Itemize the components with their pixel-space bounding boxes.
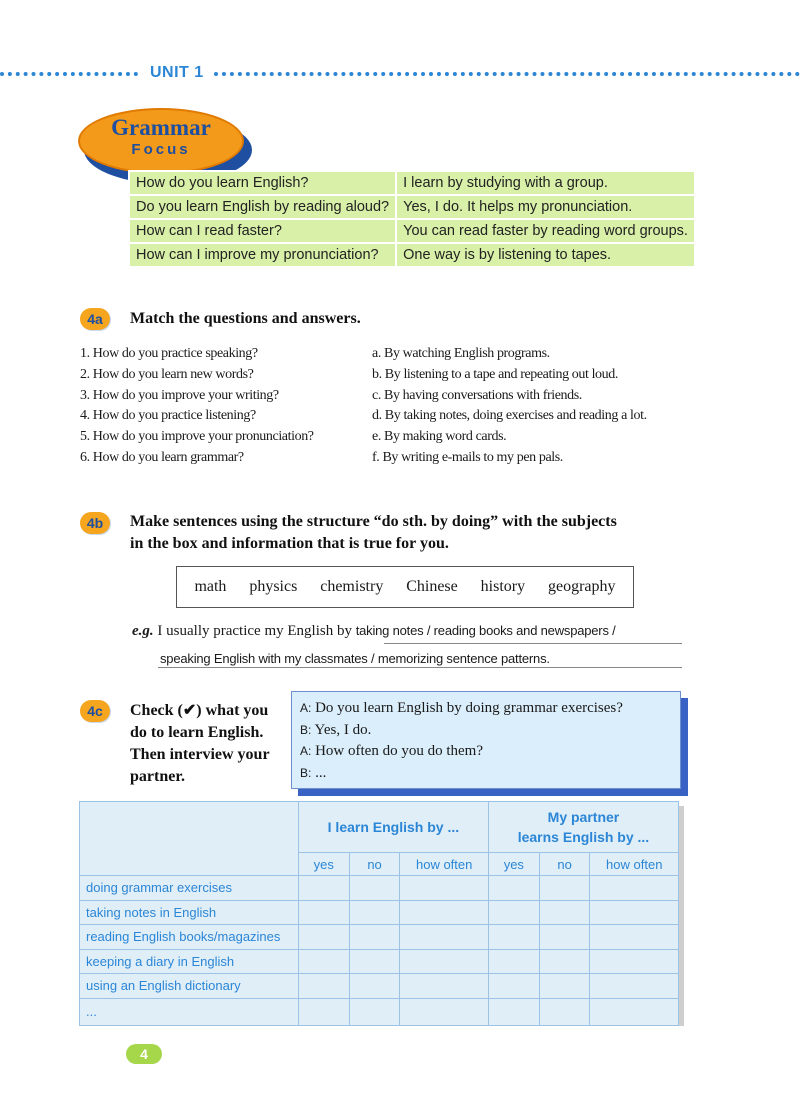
grammar-focus-badge bbox=[78, 108, 244, 174]
answer-cell[interactable] bbox=[298, 925, 349, 950]
answer-cell[interactable] bbox=[298, 876, 349, 901]
grammar-question: How do you learn English? bbox=[129, 171, 396, 195]
table-row bbox=[80, 949, 679, 974]
example-sentence bbox=[132, 623, 616, 640]
table-row bbox=[80, 974, 679, 999]
answer-cell[interactable] bbox=[488, 925, 539, 950]
table-header-row bbox=[80, 802, 679, 853]
section-4c-instruction bbox=[130, 700, 270, 788]
dialog-line bbox=[300, 741, 680, 763]
row-label: doing grammar exercises bbox=[80, 876, 299, 901]
section-4a-badge: 4a bbox=[80, 308, 110, 330]
questions-list bbox=[80, 344, 314, 469]
answer-line bbox=[384, 643, 682, 644]
answer-cell[interactable] bbox=[400, 876, 489, 901]
answer-cell[interactable] bbox=[298, 900, 349, 925]
answer-cell[interactable] bbox=[539, 925, 590, 950]
dialog-line bbox=[300, 698, 680, 720]
answer-cell[interactable] bbox=[488, 949, 539, 974]
grammar-question: How can I improve my pronunciation? bbox=[129, 243, 396, 267]
speaker-label: B: bbox=[300, 722, 312, 737]
dialog-text: Do you learn English by doing grammar exercises? bbox=[315, 700, 623, 716]
answer-cell[interactable] bbox=[400, 974, 489, 999]
list-item: 6. How do you learn grammar? bbox=[80, 449, 244, 465]
grammar-answer: Yes, I do. It helps my pronunciation. bbox=[396, 195, 695, 219]
instruction-line: in the box and information that is true for you. bbox=[130, 535, 449, 552]
list-item: c. By having conversations with friends. bbox=[372, 387, 582, 403]
list-item: a. By watching English programs. bbox=[372, 346, 550, 361]
list-item: 1. How do you practice speaking? bbox=[80, 346, 258, 361]
page-number: 4 bbox=[126, 1044, 162, 1064]
example-handwritten-1: taking notes / reading books and newspapers / bbox=[355, 623, 616, 638]
instruction-line: do to learn English. bbox=[130, 724, 264, 741]
answer-cell[interactable] bbox=[400, 949, 489, 974]
answer-cell[interactable] bbox=[590, 876, 679, 901]
answer-cell[interactable] bbox=[539, 949, 590, 974]
answer-cell[interactable] bbox=[539, 876, 590, 901]
list-item: 4. How do you practice listening? bbox=[80, 408, 256, 424]
section-4b-instruction bbox=[130, 511, 617, 555]
dialog-line bbox=[300, 763, 680, 785]
table-row bbox=[80, 925, 679, 950]
header-i-learn: I learn English by ... bbox=[298, 802, 488, 853]
header-dotted-rule-right bbox=[214, 72, 800, 82]
speaker-label: A: bbox=[300, 701, 312, 715]
table-row bbox=[129, 171, 695, 195]
answer-cell[interactable] bbox=[349, 949, 400, 974]
answer-cell[interactable] bbox=[488, 974, 539, 999]
table-row bbox=[129, 219, 695, 243]
grammar-answer: I learn by studying with a group. bbox=[396, 171, 695, 195]
example-handwritten-2: speaking English with my classmates / memorizing sentence patterns. bbox=[160, 651, 550, 666]
instruction-line: Check (✔) what you bbox=[130, 702, 269, 719]
section-4c-badge: 4c bbox=[80, 700, 110, 722]
section-4a-instruction: Match the questions and answers. bbox=[130, 310, 361, 327]
list-item: f. By writing e-mails to my pen pals. bbox=[372, 449, 563, 465]
answer-cell[interactable] bbox=[349, 876, 400, 901]
grammar-question: Do you learn English by reading aloud? bbox=[129, 195, 396, 219]
table-row bbox=[80, 998, 679, 1025]
example-text: I usually practice my English by bbox=[157, 623, 352, 639]
subject-word: Chinese bbox=[406, 578, 458, 595]
list-item: e. By making word cards. bbox=[372, 429, 507, 445]
answer-cell[interactable] bbox=[539, 998, 590, 1025]
subheader-no: no bbox=[349, 853, 400, 876]
answer-cell[interactable] bbox=[488, 876, 539, 901]
dialog-text: Yes, I do. bbox=[314, 721, 372, 738]
answer-cell[interactable] bbox=[590, 974, 679, 999]
header-line: My partner bbox=[547, 809, 620, 825]
answer-cell[interactable] bbox=[539, 900, 590, 925]
row-label: ... bbox=[80, 998, 299, 1025]
speaker-label: A: bbox=[300, 744, 312, 758]
subject-word: physics bbox=[249, 578, 298, 595]
row-label: taking notes in English bbox=[80, 900, 299, 925]
row-label: keeping a diary in English bbox=[80, 949, 299, 974]
example-label: e.g. bbox=[132, 623, 154, 639]
answer-cell[interactable] bbox=[400, 925, 489, 950]
answer-cell[interactable] bbox=[349, 998, 400, 1025]
grammar-focus-table bbox=[128, 170, 696, 268]
subheader-yes: yes bbox=[488, 853, 539, 876]
unit-label: UNIT 1 bbox=[150, 64, 204, 81]
table-row bbox=[129, 195, 695, 219]
answer-cell[interactable] bbox=[349, 925, 400, 950]
answers-list bbox=[372, 344, 647, 469]
list-item: 3. How do you improve your writing? bbox=[80, 387, 279, 403]
instruction-line: partner. bbox=[130, 768, 185, 785]
dialog-text: How often do you do them? bbox=[315, 743, 483, 759]
answer-cell[interactable] bbox=[590, 949, 679, 974]
survey-table bbox=[79, 801, 679, 1026]
subheader-yes: yes bbox=[298, 853, 349, 876]
answer-cell[interactable] bbox=[298, 974, 349, 999]
dialog-text: ... bbox=[315, 764, 327, 781]
answer-cell[interactable] bbox=[349, 974, 400, 999]
row-label: using an English dictionary bbox=[80, 974, 299, 999]
subject-word: math bbox=[194, 578, 227, 595]
table-row bbox=[129, 243, 695, 267]
list-item: 5. How do you improve your pronunciation? bbox=[80, 429, 314, 445]
answer-cell[interactable] bbox=[400, 998, 489, 1025]
grammar-focus-title: Grammar bbox=[111, 115, 211, 140]
list-item: b. By listening to a tape and repeating out loud. bbox=[372, 366, 618, 382]
answer-cell[interactable] bbox=[298, 998, 349, 1025]
dialog-box bbox=[291, 691, 681, 789]
answer-cell[interactable] bbox=[298, 949, 349, 974]
list-item: d. By taking notes, doing exercises and reading a lot. bbox=[372, 408, 647, 424]
table-corner-cell bbox=[80, 802, 299, 876]
header-line: learns English by ... bbox=[517, 829, 650, 845]
subjects-box bbox=[176, 566, 634, 608]
subheader-how-often: how often bbox=[590, 853, 679, 876]
row-label: reading English books/magazines bbox=[80, 925, 299, 950]
header-dotted-rule-left bbox=[0, 72, 138, 82]
table-row bbox=[80, 876, 679, 901]
answer-cell[interactable] bbox=[590, 900, 679, 925]
answer-cell[interactable] bbox=[539, 974, 590, 999]
subject-word: geography bbox=[547, 578, 616, 595]
list-item: 2. How do you learn new words? bbox=[80, 366, 254, 382]
dialog-line bbox=[300, 720, 680, 742]
instruction-line: Then interview your bbox=[130, 746, 270, 763]
answer-cell[interactable] bbox=[349, 900, 400, 925]
answer-cell[interactable] bbox=[590, 925, 679, 950]
grammar-answer: You can read faster by reading word groups. bbox=[396, 219, 695, 243]
instruction-line: Make sentences using the structure “do sth. by doing” with the subjects bbox=[130, 513, 617, 530]
grammar-answer: One way is by listening to tapes. bbox=[396, 243, 695, 267]
answer-cell[interactable] bbox=[488, 900, 539, 925]
speaker-label: B: bbox=[300, 765, 312, 780]
header-my-partner bbox=[488, 802, 678, 853]
grammar-question: How can I read faster? bbox=[129, 219, 396, 243]
answer-cell[interactable] bbox=[488, 998, 539, 1025]
subheader-how-often: how often bbox=[400, 853, 489, 876]
section-4b-badge: 4b bbox=[80, 512, 110, 534]
subheader-no: no bbox=[539, 853, 590, 876]
answer-cell[interactable] bbox=[400, 900, 489, 925]
table-row bbox=[80, 900, 679, 925]
subject-word: chemistry bbox=[320, 578, 384, 595]
subject-word: history bbox=[480, 578, 526, 595]
answer-line bbox=[158, 667, 682, 668]
grammar-focus-subtitle: Focus bbox=[131, 141, 191, 158]
answer-cell[interactable] bbox=[590, 998, 679, 1025]
